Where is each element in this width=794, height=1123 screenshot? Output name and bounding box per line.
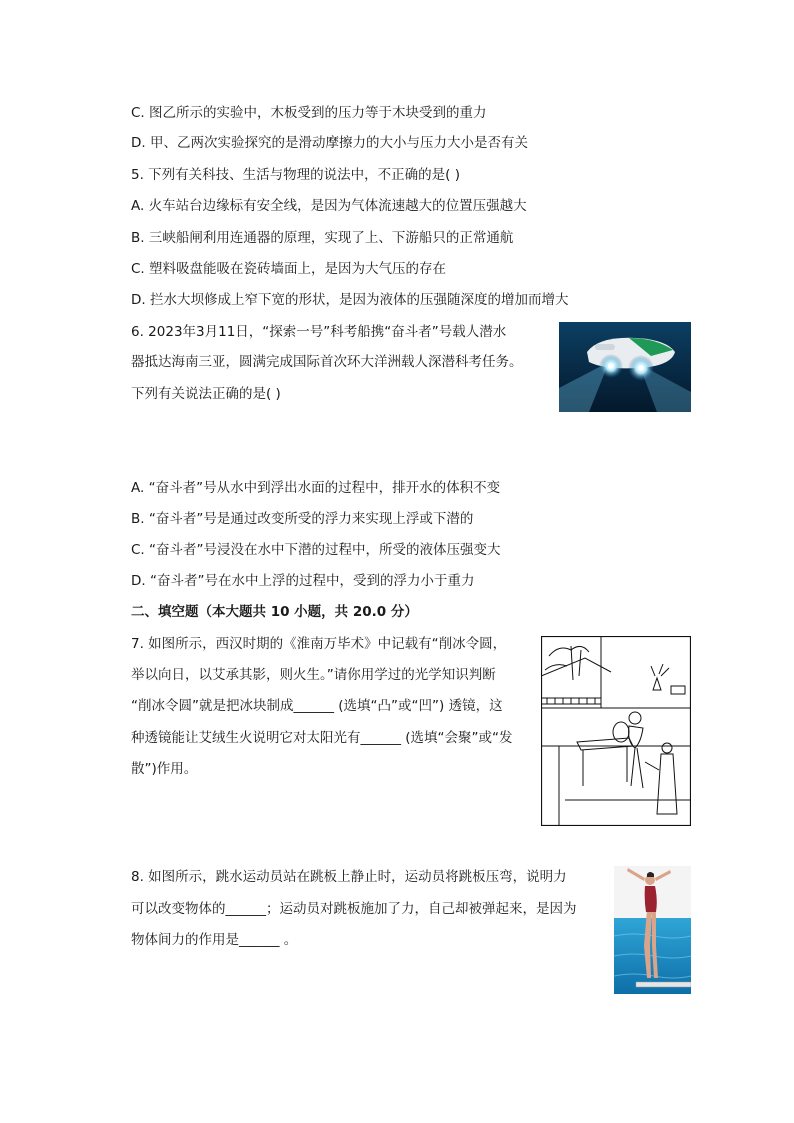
q5-stem: 5. 下列有关科技、生活与物理的说法中，不正确的是( ) [131,167,460,183]
q7-stem-line1: 7. 如图所示，西汉时期的《淮南万毕术》中记载有“削冰令圆， [131,636,507,652]
q7-stem-line5: 散”)作用。 [131,761,198,777]
q7-stem-line2: 举以向日，以艾承其影，则火生。”请你用学过的光学知识判断 [131,667,496,683]
q5-option-a: A. 火车站台边缘标有安全线，是因为气体流速越大的位置压强越大 [131,198,527,214]
q4-option-d: D. 甲、乙两次实验探究的是滑动摩擦力的大小与压力大小是否有关 [131,135,528,151]
submersible-photo [559,322,691,412]
q7-stem-line4: 种透镜能让艾绒生火说明它对太阳光有______ (选填“会聚”或“发 [131,730,513,746]
q8-stem-line3: 物体间力的作用是______ 。 [131,932,298,948]
section-heading: 二、填空题（本大题共 10 小题，共 20.0 分） [131,604,418,620]
q8-stem-line1: 8. 如图所示，跳水运动员站在跳板上静止时，运动员将跳板压弯，说明力 [131,869,567,885]
q6-stem-line1: 6. 2023年3月11日，“探索一号”科考船携“奋斗者”号载人潜水 [131,324,507,340]
q4-option-c: C. 图乙所示的实验中，木板受到的压力等于木块受到的重力 [131,105,487,121]
q6-option-b: B. “奋斗者”号是通过改变所受的浮力来实现上浮或下潜的 [131,511,474,527]
q6-option-d: D. “奋斗者”号在水中上浮的过程中，受到的浮力小于重力 [131,573,475,589]
q5-option-d: D. 拦水大坝修成上窄下宽的形状，是因为液体的压强随深度的增加而增大 [131,292,569,308]
q8-stem-line2: 可以改变物体的______；运动员对跳板施加了力，自己却被弹起来，是因为 [131,901,577,917]
diver-photo [614,866,691,994]
ancient-illustration [541,636,691,826]
q6-stem-line3: 下列有关说法正确的是( ) [131,386,281,402]
q6-option-c: C. “奋斗者”号浸没在水中下潜的过程中，所受的液体压强变大 [131,542,501,558]
q6-stem-line2: 器抵达海南三亚，圆满完成国际首次环大洋洲载人深潜科考任务。 [131,354,523,370]
q7-stem-line3: “削冰令圆”就是把冰块制成______ (选填“凸”或“凹”) 透镜，这 [131,698,503,714]
q5-option-c: C. 塑料吸盘能吸在瓷砖墙面上，是因为大气压的存在 [131,261,447,277]
q5-option-b: B. 三峡船闸利用连通器的原理，实现了上、下游船只的正常通航 [131,230,514,246]
q6-option-a: A. “奋斗者”号从水中到浮出水面的过程中，排开水的体积不变 [131,480,501,496]
